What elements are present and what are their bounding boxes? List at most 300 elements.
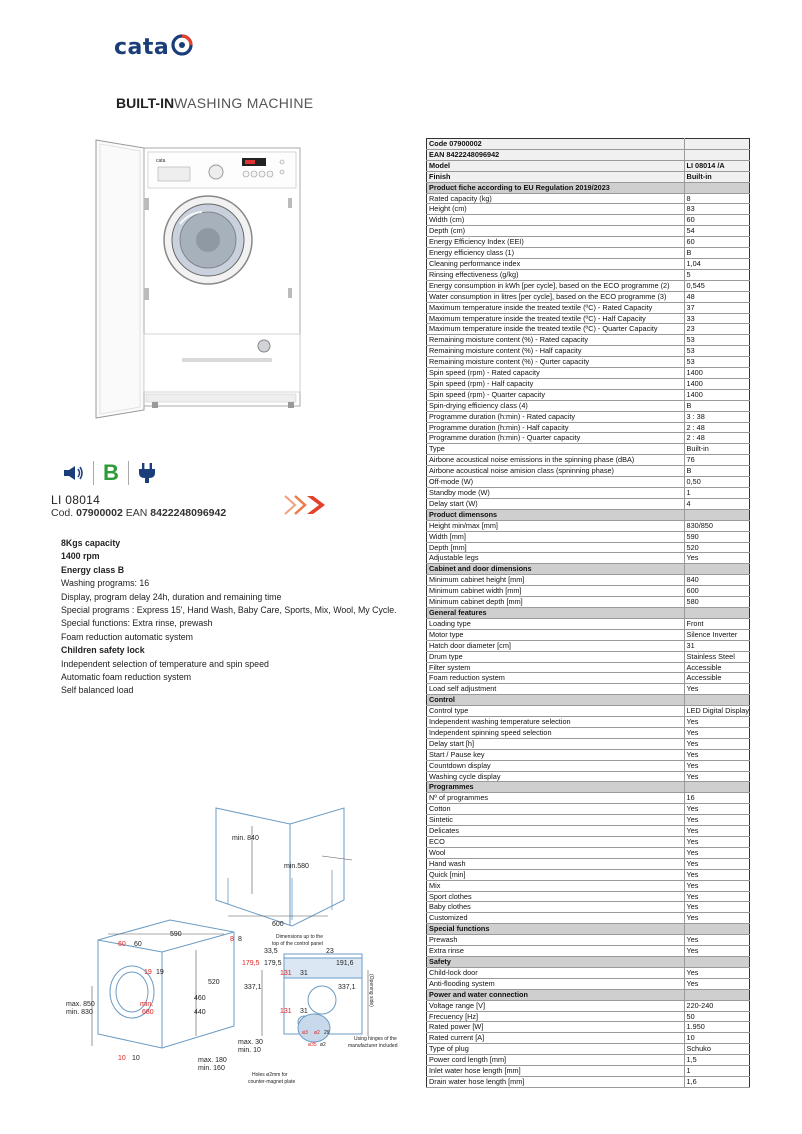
hinge-dim-d: ø35 [308,1042,317,1048]
hinge-dim-a: ø3 [302,1030,308,1036]
dim-19: 19 [156,969,164,976]
feature-item: Self balanced load [61,685,134,696]
spec-value: 60 [684,237,749,248]
spec-value: 590 [684,531,749,542]
spec-label: Depth [mm] [427,542,685,553]
spec-label: Safety [427,956,685,967]
dim-191-6: 191,6 [336,960,354,967]
spec-value [684,509,749,520]
spec-row [427,258,750,269]
spec-value: Yes [684,978,749,989]
spec-row [427,727,750,738]
dim-23: 23 [326,948,334,955]
spec-row [427,335,750,346]
spec-label: Inlet water hose length [mm] [427,1066,685,1077]
spec-section-header [427,956,750,967]
spec-section-header [427,782,750,793]
feature-item: 8Kgs capacity [61,538,121,548]
spec-value: 76 [684,455,749,466]
spec-row [427,422,750,433]
hinge-note-2: manufacturer included [348,1043,398,1049]
spec-value [684,924,749,935]
spec-row [427,586,750,597]
installation-diagram [52,800,422,1100]
spec-label: Minimum cabinet depth [mm] [427,597,685,608]
spec-row [427,291,750,302]
spec-value: 520 [684,542,749,553]
spec-label: Airbone acoustical noise emissions in the spinning phase (dBA) [427,455,685,466]
spec-row [427,302,750,313]
spec-row [427,400,750,411]
spec-row [427,553,750,564]
spec-value: 1,5 [684,1055,749,1066]
dim-31: 31 [300,970,308,977]
spec-label: Minimum cabinet height [mm] [427,575,685,586]
cod-value: 07900002 [76,507,123,519]
dim-note-1: Dimensions up to the [276,934,323,940]
spec-row [427,804,750,815]
hinge-note-1: Using hinges of the [354,1036,397,1042]
spec-value: 33 [684,313,749,324]
spec-value: 60 [684,215,749,226]
hinge-dim-c: 29 [324,1030,330,1036]
spec-row [427,313,750,324]
spec-value: 600 [684,586,749,597]
spec-value: 1400 [684,378,749,389]
spec-value: LED Digital Display [684,706,749,717]
spec-row [427,248,750,259]
spec-value: B [684,400,749,411]
spec-label: Child-lock door [427,967,685,978]
spec-row [427,760,750,771]
feature-item: Children safety lock [61,645,145,656]
dim-10: 10 [132,1055,140,1062]
dim-33-5: 33,5 [264,948,278,955]
spec-label: Anti-flooding system [427,978,685,989]
spec-label: Delay start (W) [427,498,685,509]
feature-badges [62,460,156,486]
model-name: LI 08014 [51,493,101,507]
spec-row [427,269,750,280]
dim-min10: min. 10 [238,1047,261,1054]
spec-row [427,902,750,913]
spec-value: 1 [684,1066,749,1077]
spec-value: Yes [684,880,749,891]
spec-label: Remaining moisture content (%) - Rated capacity [427,335,685,346]
spec-row [427,1000,750,1011]
dim-337-1-left: 337,1 [244,984,262,991]
spec-row [427,357,750,368]
spec-label: Power and water connection [427,989,685,1000]
spec-row [427,215,750,226]
spec-label: Programme duration (h:min) - Rated capacity [427,411,685,422]
spec-value [684,956,749,967]
spec-label: Hand wash [427,858,685,869]
dim-8-red: 8 [230,936,234,943]
dim-max30: max. 30 [238,1039,263,1046]
spec-value: Yes [684,946,749,957]
spec-value [684,782,749,793]
dim-460: 460 [194,995,206,1002]
spec-value [684,989,749,1000]
spec-row [427,520,750,531]
spec-label: Sintetic [427,815,685,826]
spec-row [427,477,750,488]
dim-179-5-red: 179,5 [242,960,260,967]
spec-row [427,662,750,673]
feature-item: Special functions: Extra rinse, prewash [61,618,213,629]
dim-60-red: 60 [118,941,126,948]
spec-row [427,880,750,891]
holes-note-1: Holes ø2mm for [252,1072,288,1078]
spec-label: Maximum temperature inside the treated textile (ºC) - Rated Capacity [427,302,685,313]
spec-row [427,793,750,804]
spec-row [427,411,750,422]
spec-value: 83 [684,204,749,215]
spec-row [427,847,750,858]
spec-label: Minimum cabinet width [mm] [427,586,685,597]
brand-name: cata [114,35,170,60]
spec-label: Product dimensons [427,509,685,520]
spec-row [427,346,750,357]
feature-list [61,537,397,698]
spec-label: Drum type [427,651,685,662]
spec-label: ECO [427,837,685,848]
spec-label: Control [427,695,685,706]
spec-value [684,695,749,706]
feature-item: Display, program delay 24h, duration and remaining time [61,591,282,602]
spec-label: Maximum temperature inside the treated textile (ºC) - Half Capacity [427,313,685,324]
feature-item: Automatic foam reduction system [61,671,192,682]
spec-value: Yes [684,553,749,564]
spec-value: 3 : 38 [684,411,749,422]
spec-label: Width (cm) [427,215,685,226]
spec-value: Yes [684,967,749,978]
spec-row [427,542,750,553]
spec-table [426,138,750,1088]
spec-value: Built-in [684,444,749,455]
spec-row [427,1055,750,1066]
spec-value: 53 [684,357,749,368]
spec-value: Yes [684,727,749,738]
dim-cab-min-label: min. 840 [232,835,259,842]
spec-value: Yes [684,738,749,749]
spec-value: 54 [684,226,749,237]
dim-cab-depth: min.580 [284,863,309,870]
dim-520: 520 [208,979,220,986]
svg-text:cata: cata [156,158,166,164]
spec-row [427,139,750,150]
spec-row [427,946,750,957]
spec-section-header [427,989,750,1000]
spec-value: 23 [684,324,749,335]
spec-label: EAN 8422248096942 [427,149,685,160]
page-title [116,95,313,111]
spec-value: Yes [684,869,749,880]
spec-section-header [427,607,750,618]
spec-label: Control type [427,706,685,717]
spec-row [427,1044,750,1055]
spec-row [427,324,750,335]
dim-131-red-2: 131 [280,1008,292,1015]
spec-label: Programme duration (h:min) - Half capacity [427,422,685,433]
dim-max850: max. 850 [66,1001,95,1008]
spec-row [427,531,750,542]
cata-logo-mark-icon [171,34,193,56]
spec-label: Filter system [427,662,685,673]
spec-section-header [427,924,750,935]
feature-item: 1400 rpm [61,551,100,562]
spec-value: 1,04 [684,258,749,269]
spec-value: Yes [684,837,749,848]
spec-value: 16 [684,793,749,804]
spec-row [427,913,750,924]
spec-label: Width [mm] [427,531,685,542]
spec-label: Rated power [W] [427,1022,685,1033]
spec-value: 50 [684,1011,749,1022]
chevron-arrows-icon [283,494,333,516]
spec-label: Model [427,160,685,171]
spec-label: Programmes [427,782,685,793]
spec-label: Maximum temperature inside the treated textile (ºC) - Quarter Capacity [427,324,685,335]
spec-row [427,967,750,978]
spec-label: Loading type [427,618,685,629]
spec-label: Rinsing effectiveness (g/kg) [427,269,685,280]
spec-label: Water consumption in litres [per cycle], based on the ECO programme (3) [427,291,685,302]
spec-value: 0,545 [684,280,749,291]
spec-value: Yes [684,858,749,869]
spec-section-header [427,509,750,520]
spec-row [427,193,750,204]
spec-value: Front [684,618,749,629]
spec-row [427,749,750,760]
spec-label: Spin speed (rpm) - Half capacity [427,378,685,389]
spec-value: 37 [684,302,749,313]
dim-10-red: 10 [118,1055,126,1062]
dim-179-5: 179,5 [264,960,282,967]
spec-value: Yes [684,891,749,902]
spec-row [427,160,750,171]
spec-row [427,433,750,444]
spec-label: Quick [min] [427,869,685,880]
spec-label: Spin-drying efficiency class (4) [427,400,685,411]
spec-row [427,1033,750,1044]
spec-value: Stainless Steel [684,651,749,662]
plug-icon [138,462,156,484]
spec-value: Yes [684,935,749,946]
spec-value: 10 [684,1033,749,1044]
spec-value: Silence Inverter [684,629,749,640]
spec-value [684,182,749,193]
spec-row [427,575,750,586]
brand-logo [114,34,193,60]
dim-width: 590 [170,931,182,938]
spec-row [427,204,750,215]
spec-label: Delicates [427,826,685,837]
spec-label: Special functions [427,924,685,935]
spec-label: Adjustable legs [427,553,685,564]
spec-label: Extra rinse [427,946,685,957]
spec-value: Yes [684,749,749,760]
spec-row [427,455,750,466]
spec-value: 31 [684,640,749,651]
spec-value: 1400 [684,368,749,379]
sound-icon [62,464,84,482]
spec-row [427,706,750,717]
spec-section-header [427,182,750,193]
dim-note-2: top of the control panel [272,941,323,947]
spec-value [684,139,749,150]
spec-label: Energy Efficiency Index (EEI) [427,237,685,248]
spec-label: Start / Pause key [427,749,685,760]
spec-label: Load self adjustment [427,684,685,695]
spec-label: Height min/max [mm] [427,520,685,531]
spec-value: 53 [684,335,749,346]
spec-value [684,149,749,160]
ean-value: 8422248096942 [150,507,227,519]
spec-row [427,738,750,749]
spec-value: 2 : 48 [684,433,749,444]
spec-row [427,837,750,848]
ean-label: EAN [125,507,148,519]
spec-label: Independent washing temperature selection [427,717,685,728]
spec-label: Voltage range [V] [427,1000,685,1011]
spec-row [427,651,750,662]
spec-row [427,597,750,608]
spec-label: Cleaning performance index [427,258,685,269]
spec-label: Motor type [427,629,685,640]
spec-label: Remaining moisture content (%) - Qurter capacity [427,357,685,368]
feature-item: Foam reduction automatic system [61,631,194,642]
energy-class-badge: B [103,460,119,485]
dim-60: 60 [134,941,142,948]
spec-label: Cotton [427,804,685,815]
spec-row [427,149,750,160]
spec-label: Standby mode (W) [427,488,685,499]
spec-section-header [427,564,750,575]
spec-value: 840 [684,575,749,586]
spec-label: Baby clothes [427,902,685,913]
spec-value: Built-in [684,171,749,182]
spec-value: Yes [684,684,749,695]
badge-divider [128,461,129,485]
spec-label: Spin speed (rpm) - Rated capacity [427,368,685,379]
spec-label: Nº of programmes [427,793,685,804]
spec-label: Countdown display [427,760,685,771]
spec-label: Product fiche according to EU Regulation 2019/2023 [427,182,685,193]
spec-value: 2 : 48 [684,422,749,433]
spec-row [427,1022,750,1033]
spec-row [427,858,750,869]
spec-value: 220-240 [684,1000,749,1011]
spec-label: Delay start [h] [427,738,685,749]
spec-label: Foam reduction system [427,673,685,684]
dim-19-red: 19 [144,969,152,976]
spec-label: Wool [427,847,685,858]
opening-side-label: (Opening side) [368,974,374,1007]
cabinet-outline [216,808,344,926]
spec-value: 1,6 [684,1076,749,1087]
spec-row [427,673,750,684]
spec-label: Spin speed (rpm) - Quarter capacity [427,389,685,400]
spec-row [427,280,750,291]
spec-label: General features [427,607,685,618]
spec-value: Accessible [684,662,749,673]
spec-label: Finish [427,171,685,182]
spec-value [684,607,749,618]
spec-value: Yes [684,815,749,826]
spec-value: 4 [684,498,749,509]
spec-label: Hatch door diameter [cm] [427,640,685,651]
spec-row [427,378,750,389]
spec-value: 580 [684,597,749,608]
title-light: WASHING MACHINE [174,95,314,111]
spec-value: 53 [684,346,749,357]
spec-row [427,368,750,379]
product-codes [51,507,226,519]
spec-row [427,891,750,902]
spec-label: Height (cm) [427,204,685,215]
spec-label: Depth (cm) [427,226,685,237]
spec-row [427,1076,750,1087]
spec-value: 5 [684,269,749,280]
spec-row [427,978,750,989]
spec-row [427,684,750,695]
spec-label: Energy consumption in kWh [per cycle], based on the ECO programme (2) [427,280,685,291]
spec-row [427,869,750,880]
spec-value: 830/850 [684,520,749,531]
spec-row [427,815,750,826]
spec-row [427,237,750,248]
spec-row [427,717,750,728]
spec-value: LI 08014 /A [684,160,749,171]
dim-min680-a: min. [140,1001,154,1008]
spec-value: Yes [684,760,749,771]
spec-label: Prewash [427,935,685,946]
spec-value: B [684,466,749,477]
spec-row [427,935,750,946]
spec-value: Accessible [684,673,749,684]
spec-row [427,1066,750,1077]
spec-label: Code 07900002 [427,139,685,150]
feature-item: Independent selection of temperature and spin speed [61,658,269,669]
spec-label: Independent spinning speed selection [427,727,685,738]
spec-label: Customized [427,913,685,924]
product-identity [51,493,226,519]
spec-value: Yes [684,826,749,837]
dim-max180: max. 180 [198,1057,227,1064]
spec-value [684,564,749,575]
dim-min830: min. 830 [66,1009,93,1016]
spec-row [427,466,750,477]
holes-note-2: counter-magnet plate [248,1079,296,1085]
title-bold: BUILT-IN [116,95,175,111]
spec-label: Drain water hose length [mm] [427,1076,685,1087]
spec-value: Yes [684,847,749,858]
spec-row [427,629,750,640]
dim-8: 8 [238,936,242,943]
spec-row [427,1011,750,1022]
dim-min680-b: 680 [142,1009,154,1016]
spec-section-header [427,695,750,706]
dim-131-red: 131 [280,970,292,977]
spec-value: Yes [684,717,749,728]
feature-item: Special programs : Express 15', Hand Wash, Baby Care, Sports, Mix, Wool, My Cycle. [61,604,397,615]
spec-value: B [684,248,749,259]
spec-label: Rated current [A] [427,1033,685,1044]
spec-row [427,826,750,837]
spec-label: Type of plug [427,1044,685,1055]
